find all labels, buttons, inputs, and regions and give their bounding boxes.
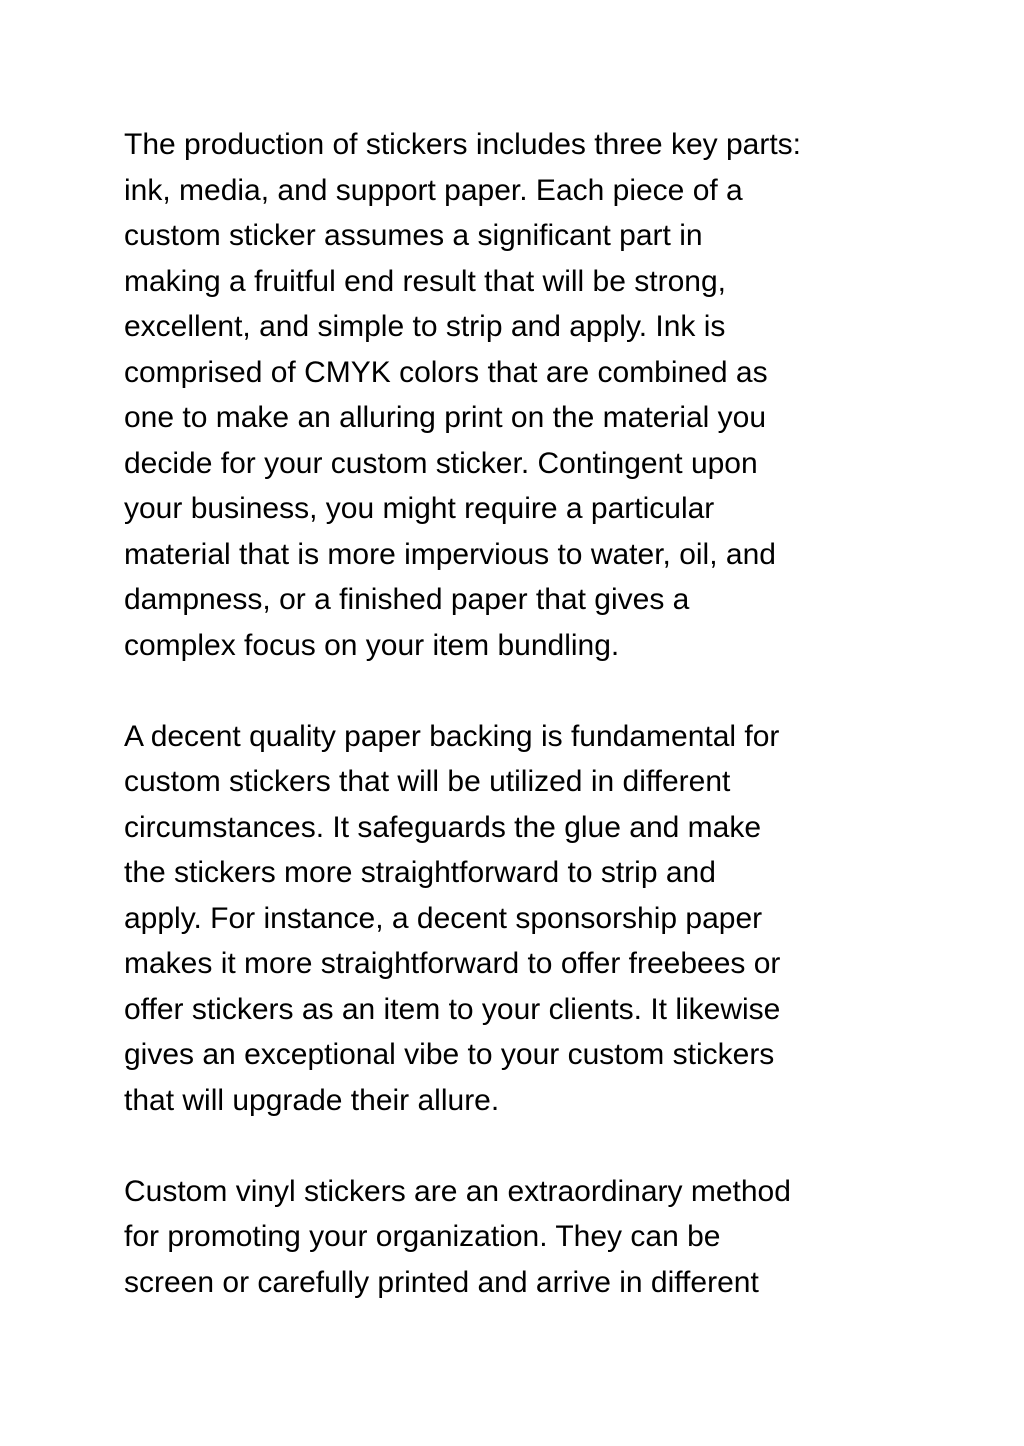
text-line: complex focus on your item bundling. — [124, 628, 620, 662]
text-line: screen or carefully printed and arrive in different — [124, 1265, 759, 1299]
paragraph-2 — [124, 714, 924, 1124]
text-line: makes it more straightforward to offer freebees or — [124, 947, 781, 980]
text-line: Custom vinyl stickers are an extraordinary method — [124, 1174, 791, 1208]
text-line: ink, media, and support paper. Each piece of a — [124, 173, 743, 207]
text-line: circumstances. It safeguards the glue and make — [124, 810, 762, 844]
text-line: apply. For instance, a decent sponsorship paper — [124, 901, 763, 935]
text-line: the stickers more straightforward to strip and — [124, 856, 716, 889]
text-line: dampness, or a finished paper that gives a — [124, 583, 690, 616]
text-line: custom sticker assumes a significant part in — [124, 219, 703, 252]
paragraph-3 — [124, 1169, 924, 1306]
text-line: that will upgrade their allure. — [124, 1083, 500, 1117]
text-line: excellent, and simple to strip and apply. Ink is — [124, 310, 726, 343]
text-line: making a fruitful end result that will be strong, — [124, 264, 726, 298]
document-body — [124, 122, 924, 1305]
text-line: comprised of CMYK colors that are combined as — [124, 355, 768, 389]
text-line: The production of stickers includes three key parts: — [124, 128, 801, 161]
text-line: custom stickers that will be utilized in different — [124, 765, 731, 798]
text-line: decide for your custom sticker. Contingent upon — [124, 446, 758, 480]
text-line: your business, you might require a particular — [124, 492, 715, 525]
text-line: material that is more impervious to water, oil, and — [124, 537, 776, 571]
text-line: gives an exceptional vibe to your custom stickers — [124, 1038, 775, 1071]
text-line: for promoting your organization. They can be — [124, 1220, 721, 1253]
text-line: one to make an alluring print on the material you — [124, 401, 767, 434]
text-line: A decent quality paper backing is fundamental for — [124, 719, 780, 753]
text-line: offer stickers as an item to your clients. It likewise — [124, 992, 781, 1026]
paragraph-1 — [124, 122, 924, 668]
